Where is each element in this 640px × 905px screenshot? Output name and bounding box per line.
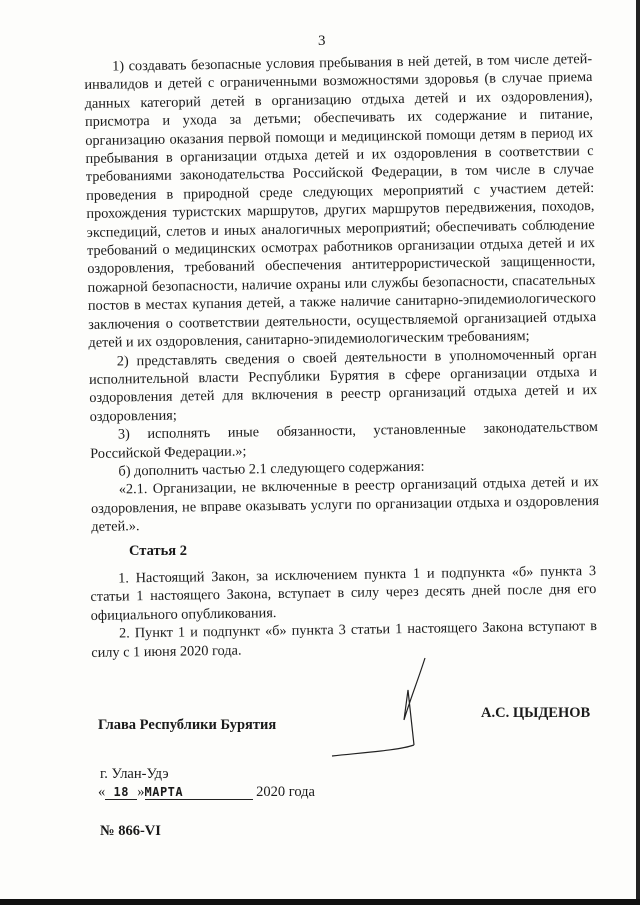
city: г. Улан-Удэ: [100, 766, 169, 782]
date-year: 2020 года: [256, 784, 315, 800]
list-item-b: б) дополнить частью 2.1 следующего содержания:: [118, 458, 425, 480]
article-title: Статья 2: [129, 543, 187, 559]
list-item-2: 2) представлять сведения о своей деятельности в уполномоченный орган исполнительной власти Республики Бурятия в сфере организации отдыха и оздоровления детей для включения в реестр организаций отдыха детей и их оздоровления;: [88, 345, 598, 425]
amendment-text: [84, 50, 599, 536]
date-month-stamp: МАРТА: [145, 785, 253, 800]
law-number: № 866-VI: [100, 823, 161, 839]
page-number: 3: [318, 33, 326, 49]
handwritten-signature: [330, 650, 480, 760]
date-open-quote: «: [98, 784, 106, 800]
article-body: [90, 562, 597, 662]
list-item-3: 3) исполнять иные обязанности, установленные законодательством Российской Федерации.»;: [90, 419, 598, 462]
date-day-stamp: 18: [105, 785, 137, 800]
signer-name: А.С. ЦЫДЕНОВ: [481, 705, 591, 721]
article-paragraph-1: 1. Настоящий Закон, за исключением пункта 1 и подпункта «б» пункта 3 статьи 1 настоящего Закона, вступает в силу через десять дней после дня его официального опубликования.: [90, 563, 597, 624]
list-item-2-1: «2.1. Организации, не включенные в реестр организаций отдыха детей и их оздоровления, не вправе оказывать услуги по организации отдыха и оздоровления детей.».: [90, 474, 600, 536]
scan-edge-right: [636, 0, 640, 905]
list-item-1: 1) создавать безопасные условия пребывания в ней детей, в том числе детей-инвалидов и детей с ограниченными возможностями здоровья (в случае приема данных категорий детей в организацию отдыха детей и их оздоровления), присмотра и ухода за детьми; обеспечивать их содержание и питание, организацию оказания первой помощи и медицинской помощи детям в период их пребывания в организации отдыха детей и их оздоровления в соответствии с требованиями законодательства Российской Федерации, в том числе в случае проведения в природной среде следующих мероприятий с участием детей: прохождения туристских маршрутов, других маршрутов передвижения, походов, экспедиций, слетов и иных аналогичных мероприятий; обеспечивать соблюдение требований о медицинских осмотрах работников организации отдыха детей и их оздоровления, требований обеспечения антитеррористической защищенности, пожарной безопасности, наличие охраны или службы безопасности, спасательных постов в местах купания детей, а также наличие санитарно-эпидемиологического заключения о соответствии деятельности, осуществляемой организацией отдыха детей и их оздоровления, санитарно-эпидемиологическим требованиям;: [84, 51, 597, 352]
date-close-quote: »: [137, 784, 145, 800]
signatory-title: Глава Республики Бурятия: [98, 717, 277, 733]
article-paragraph-2: 2. Пункт 1 и подпункт «б» пункта 3 статьи 1 настоящего Закона вступают в силу с 1 июня 2020 года.: [91, 618, 598, 661]
scan-edge-bottom: [0, 899, 640, 905]
signing-date: [98, 784, 315, 801]
